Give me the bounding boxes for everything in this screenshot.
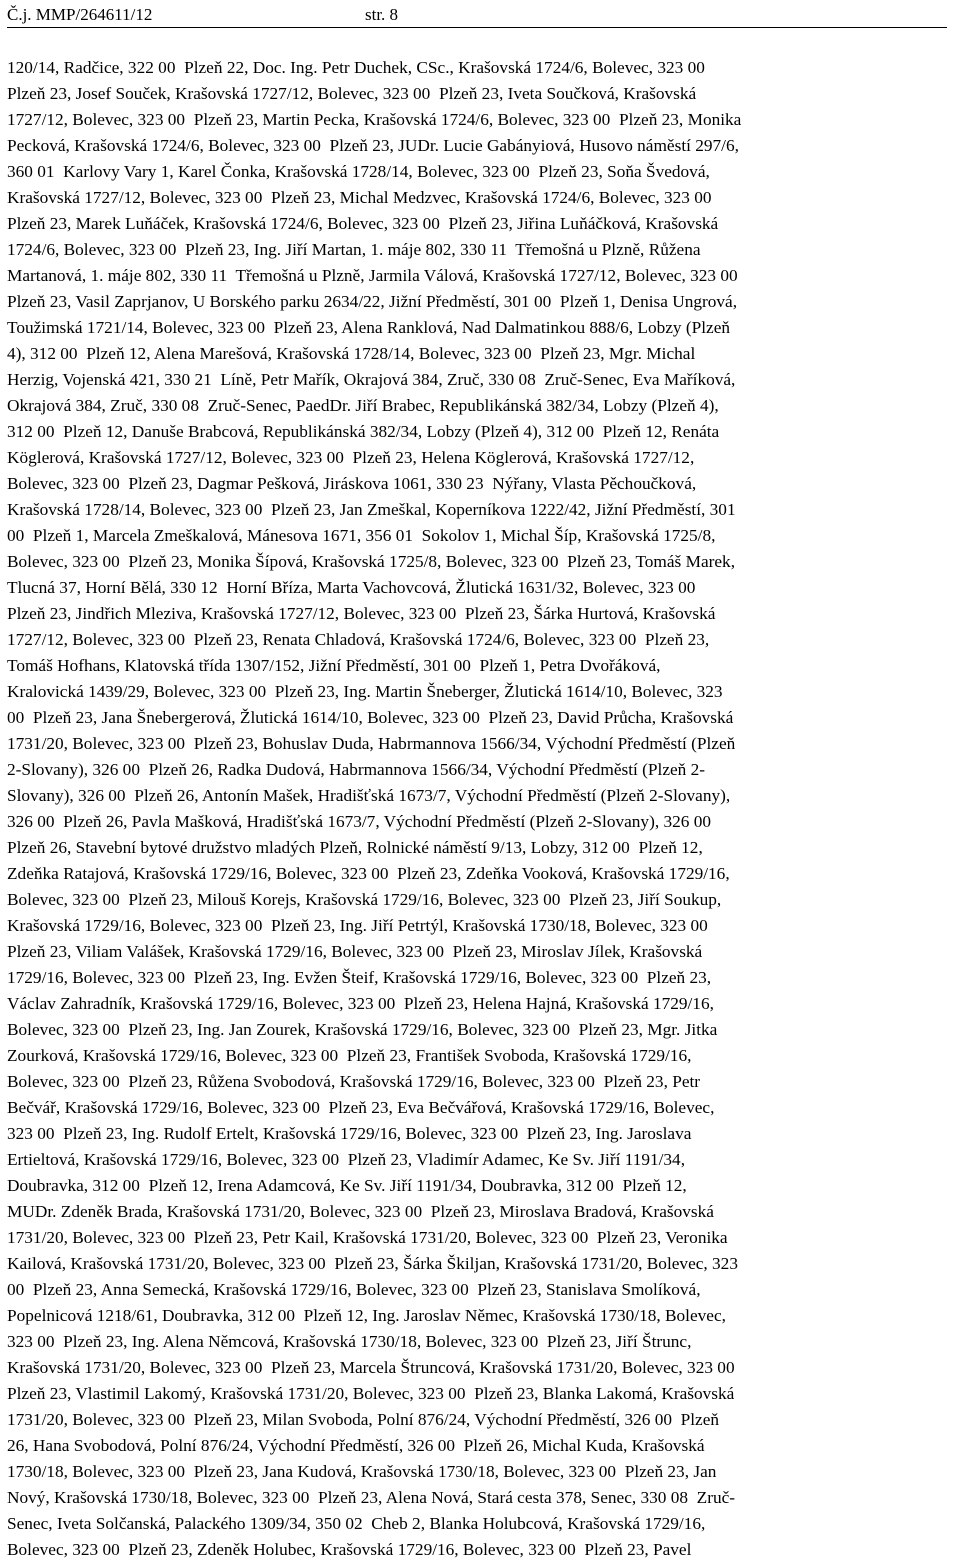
text-line: Bečvář, Krašovská 1729/16, Bolevec, 323 00 Plzeň 23, Eva Bečvářová, Krašovská 1729/16, Bolevec, (7, 1098, 715, 1117)
text-line: Ertieltová, Krašovská 1729/16, Bolevec, 323 00 Plzeň 23, Vladimír Adamec, Ke Sv. Jiří 1191/34, (7, 1150, 686, 1169)
text-line: 1731/20, Bolevec, 323 00 Plzeň 23, Milan Svoboda, Polní 876/24, Východní Předměstí, 326 00 Plzeň (7, 1410, 720, 1429)
text-line: Pecková, Krašovská 1724/6, Bolevec, 323 00 Plzeň 23, JUDr. Lucie Gabányiová, Husovo náměstí 297/6, (7, 136, 739, 155)
text-line: Zourková, Krašovská 1729/16, Bolevec, 323 00 Plzeň 23, František Svoboda, Krašovská 1729/16, (7, 1046, 692, 1065)
text-line: Bolevec, 323 00 Plzeň 23, Ing. Jan Zourek, Krašovská 1729/16, Bolevec, 323 00 Plzeň 23, Mgr. Jitka (7, 1020, 718, 1039)
text-line: 120/14, Radčice, 322 00 Plzeň 22, Doc. Ing. Petr Duchek, CSc., Krašovská 1724/6, Bolevec, 323 00 (7, 58, 705, 77)
text-line: Krašovská 1728/14, Bolevec, 323 00 Plzeň 23, Jan Zmeškal, Koperníkova 1222/42, Jižní Předměstí, 301 (7, 500, 736, 519)
text-line: Plzeň 23, Vlastimil Lakomý, Krašovská 1731/20, Bolevec, 323 00 Plzeň 23, Blanka Lakomá, Krašovská (7, 1384, 735, 1403)
text-line: Plzeň 26, Stavební bytové družstvo mladých Plzeň, Rolnické náměstí 9/13, Lobzy, 312 00 Plzeň 12, (7, 838, 703, 857)
text-line: Senec, Iveta Solčanská, Palackého 1309/34, 350 02 Cheb 2, Blanka Holubcová, Krašovská 1729/16, (7, 1514, 706, 1533)
text-line: 1731/20, Bolevec, 323 00 Plzeň 23, Bohuslav Duda, Habrmannova 1566/34, Východní Předměstí (Plzeň (7, 734, 736, 753)
text-line: Popelnicová 1218/61, Doubravka, 312 00 Plzeň 12, Ing. Jaroslav Němec, Krašovská 1730/18, Bolevec, (7, 1306, 726, 1325)
text-line: Tomáš Hofhans, Klatovská třída 1307/152, Jižní Předměstí, 301 00 Plzeň 1, Petra Dvořáková, (7, 656, 661, 675)
text-line: Bolevec, 323 00 Plzeň 23, Zdeněk Holubec, Krašovská 1729/16, Bolevec, 323 00 Plzeň 23, Pavel (7, 1540, 692, 1559)
document-body (7, 55, 957, 1563)
text-line: Kralovická 1439/29, Bolevec, 323 00 Plzeň 23, Ing. Martin Šneberger, Žlutická 1614/10, Bolevec, 323 (7, 682, 723, 701)
text-line: Plzeň 23, Marek Luňáček, Krašovská 1724/6, Bolevec, 323 00 Plzeň 23, Jiřina Luňáčková, Krašovská (7, 214, 719, 233)
text-line: Zdeňka Ratajová, Krašovská 1729/16, Bolevec, 323 00 Plzeň 23, Zdeňka Vooková, Krašovská 1729/16, (7, 864, 730, 883)
document-reference: Č.j. MMP/264611/12 (7, 5, 153, 24)
text-line: Bolevec, 323 00 Plzeň 23, Monika Šípová, Krašovská 1725/8, Bolevec, 323 00 Plzeň 23, Tomáš Marek, (7, 552, 736, 571)
text-line: 00 Plzeň 23, Jana Šnebergerová, Žlutická 1614/10, Bolevec, 323 00 Plzeň 23, David Průcha, Krašovská (7, 708, 734, 727)
header-divider (7, 27, 947, 28)
text-line: Plzeň 23, Josef Souček, Krašovská 1727/12, Bolevec, 323 00 Plzeň 23, Iveta Součková, Krašovská (7, 84, 697, 103)
text-line: 1724/6, Bolevec, 323 00 Plzeň 23, Ing. Jiří Martan, 1. máje 802, 330 11 Třemošná u Plzně, Růžena (7, 240, 701, 259)
text-line: Plzeň 23, Vasil Zaprjanov, U Borského parku 2634/22, Jižní Předměstí, 301 00 Plzeň 1, Denisa Ungrová, (7, 292, 738, 311)
text-line: 323 00 Plzeň 23, Ing. Rudolf Ertelt, Krašovská 1729/16, Bolevec, 323 00 Plzeň 23, Ing. Jaroslava (7, 1124, 692, 1143)
text-line: Václav Zahradník, Krašovská 1729/16, Bolevec, 323 00 Plzeň 23, Helena Hajná, Krašovská 1729/16, (7, 994, 714, 1013)
text-line: Plzeň 23, Viliam Valášek, Krašovská 1729/16, Bolevec, 323 00 Plzeň 23, Miroslav Jílek, Krašovská (7, 942, 703, 961)
text-line: 1731/20, Bolevec, 323 00 Plzeň 23, Petr Kail, Krašovská 1731/20, Bolevec, 323 00 Plzeň 23, Veronika (7, 1228, 728, 1247)
text-line: MUDr. Zdeněk Brada, Krašovská 1731/20, Bolevec, 323 00 Plzeň 23, Miroslava Bradová, Krašovská (7, 1202, 714, 1221)
text-line: 323 00 Plzeň 23, Ing. Alena Němcová, Krašovská 1730/18, Bolevec, 323 00 Plzeň 23, Jiří Štrunc, (7, 1332, 692, 1351)
text-line: Krašovská 1729/16, Bolevec, 323 00 Plzeň 23, Ing. Jiří Petrtýl, Krašovská 1730/18, Bolevec, 323 00 (7, 916, 708, 935)
text-line: Bolevec, 323 00 Plzeň 23, Dagmar Pešková, Jiráskova 1061, 330 23 Nýřany, Vlasta Pěchoučková, (7, 474, 697, 493)
text-line: 1727/12, Bolevec, 323 00 Plzeň 23, Martin Pecka, Krašovská 1724/6, Bolevec, 323 00 Plzeň 23, Monika (7, 110, 742, 129)
text-line: Martanová, 1. máje 802, 330 11 Třemošná u Plzně, Jarmila Válová, Krašovská 1727/12, Bolevec, 323 00 (7, 266, 738, 285)
text-line: 00 Plzeň 23, Anna Semecká, Krašovská 1729/16, Bolevec, 323 00 Plzeň 23, Stanislava Smolíková, (7, 1280, 701, 1299)
text-line: Krašovská 1727/12, Bolevec, 323 00 Plzeň 23, Michal Medzvec, Krašovská 1724/6, Bolevec, 323 00 (7, 188, 712, 207)
text-line: 00 Plzeň 1, Marcela Zmeškalová, Mánesova 1671, 356 01 Sokolov 1, Michal Šíp, Krašovská 1725/8, (7, 526, 716, 545)
text-line: Köglerová, Krašovská 1727/12, Bolevec, 323 00 Plzeň 23, Helena Köglerová, Krašovská 1727/12, (7, 448, 695, 467)
text-line: Bolevec, 323 00 Plzeň 23, Růžena Svobodová, Krašovská 1729/16, Bolevec, 323 00 Plzeň 23, Petr (7, 1072, 701, 1091)
text-line: Okrajová 384, Zruč, 330 08 Zruč-Senec, PaedDr. Jiří Brabec, Republikánská 382/34, Lobzy (Plzeň 4), (7, 396, 719, 415)
text-line: Slovany), 326 00 Plzeň 26, Antonín Mašek, Hradišťská 1673/7, Východní Předměstí (Plzeň 2-Slovany), (7, 786, 731, 805)
text-line: Toužimská 1721/14, Bolevec, 323 00 Plzeň 23, Alena Ranklová, Nad Dalmatinkou 888/6, Lobzy (Plzeň (7, 318, 731, 337)
text-line: 360 01 Karlovy Vary 1, Karel Čonka, Krašovská 1728/14, Bolevec, 323 00 Plzeň 23, Soňa Švedová, (7, 162, 710, 181)
text-line: Herzig, Vojenská 421, 330 21 Líně, Petr Mařík, Okrajová 384, Zruč, 330 08 Zruč-Senec, Eva Maříková, (7, 370, 736, 389)
text-line: Krašovská 1731/20, Bolevec, 323 00 Plzeň 23, Marcela Štruncová, Krašovská 1731/20, Bolevec, 323 00 (7, 1358, 735, 1377)
text-line: Doubravka, 312 00 Plzeň 12, Irena Adamcová, Ke Sv. Jiří 1191/34, Doubravka, 312 00 Plzeň 12, (7, 1176, 687, 1195)
text-line: Kailová, Krašovská 1731/20, Bolevec, 323 00 Plzeň 23, Šárka Škiljan, Krašovská 1731/20, Bolevec, 323 (7, 1254, 738, 1273)
text-line: Bolevec, 323 00 Plzeň 23, Milouš Korejs, Krašovská 1729/16, Bolevec, 323 00 Plzeň 23, Jiří Soukup, (7, 890, 722, 909)
text-line: 1729/16, Bolevec, 323 00 Plzeň 23, Ing. Evžen Šteif, Krašovská 1729/16, Bolevec, 323 00 Plzeň 23, (7, 968, 712, 987)
text-line: 4), 312 00 Plzeň 12, Alena Marešová, Krašovská 1728/14, Bolevec, 323 00 Plzeň 23, Mgr. Michal (7, 344, 696, 363)
page-header (7, 2, 947, 28)
text-line: Nový, Krašovská 1730/18, Bolevec, 323 00 Plzeň 23, Alena Nová, Stará cesta 378, Senec, 330 08 Zruč- (7, 1488, 736, 1507)
text-line: Plzeň 23, Jindřich Mleziva, Krašovská 1727/12, Bolevec, 323 00 Plzeň 23, Šárka Hurtová, Krašovská (7, 604, 716, 623)
text-line: 2-Slovany), 326 00 Plzeň 26, Radka Dudová, Habrmannova 1566/34, Východní Předměstí (Plzeň 2- (7, 760, 706, 779)
page-number: str. 8 (365, 5, 399, 24)
text-line: Tlucná 37, Horní Bělá, 330 12 Horní Bříza, Marta Vachovcová, Žlutická 1631/32, Bolevec, 323 00 (7, 578, 696, 597)
text-line: 326 00 Plzeň 26, Pavla Mašková, Hradišťská 1673/7, Východní Předměstí (Plzeň 2-Slovany), 326 00 (7, 812, 711, 831)
text-line: 312 00 Plzeň 12, Danuše Brabcová, Republikánská 382/34, Lobzy (Plzeň 4), 312 00 Plzeň 12, Renáta (7, 422, 720, 441)
text-line: 1730/18, Bolevec, 323 00 Plzeň 23, Jana Kudová, Krašovská 1730/18, Bolevec, 323 00 Plzeň 23, Jan (7, 1462, 717, 1481)
text-line: 1727/12, Bolevec, 323 00 Plzeň 23, Renata Chladová, Krašovská 1724/6, Bolevec, 323 00 Plzeň 23, (7, 630, 710, 649)
text-line: 26, Hana Svobodová, Polní 876/24, Východní Předměstí, 326 00 Plzeň 26, Michal Kuda, Krašovská (7, 1436, 705, 1455)
